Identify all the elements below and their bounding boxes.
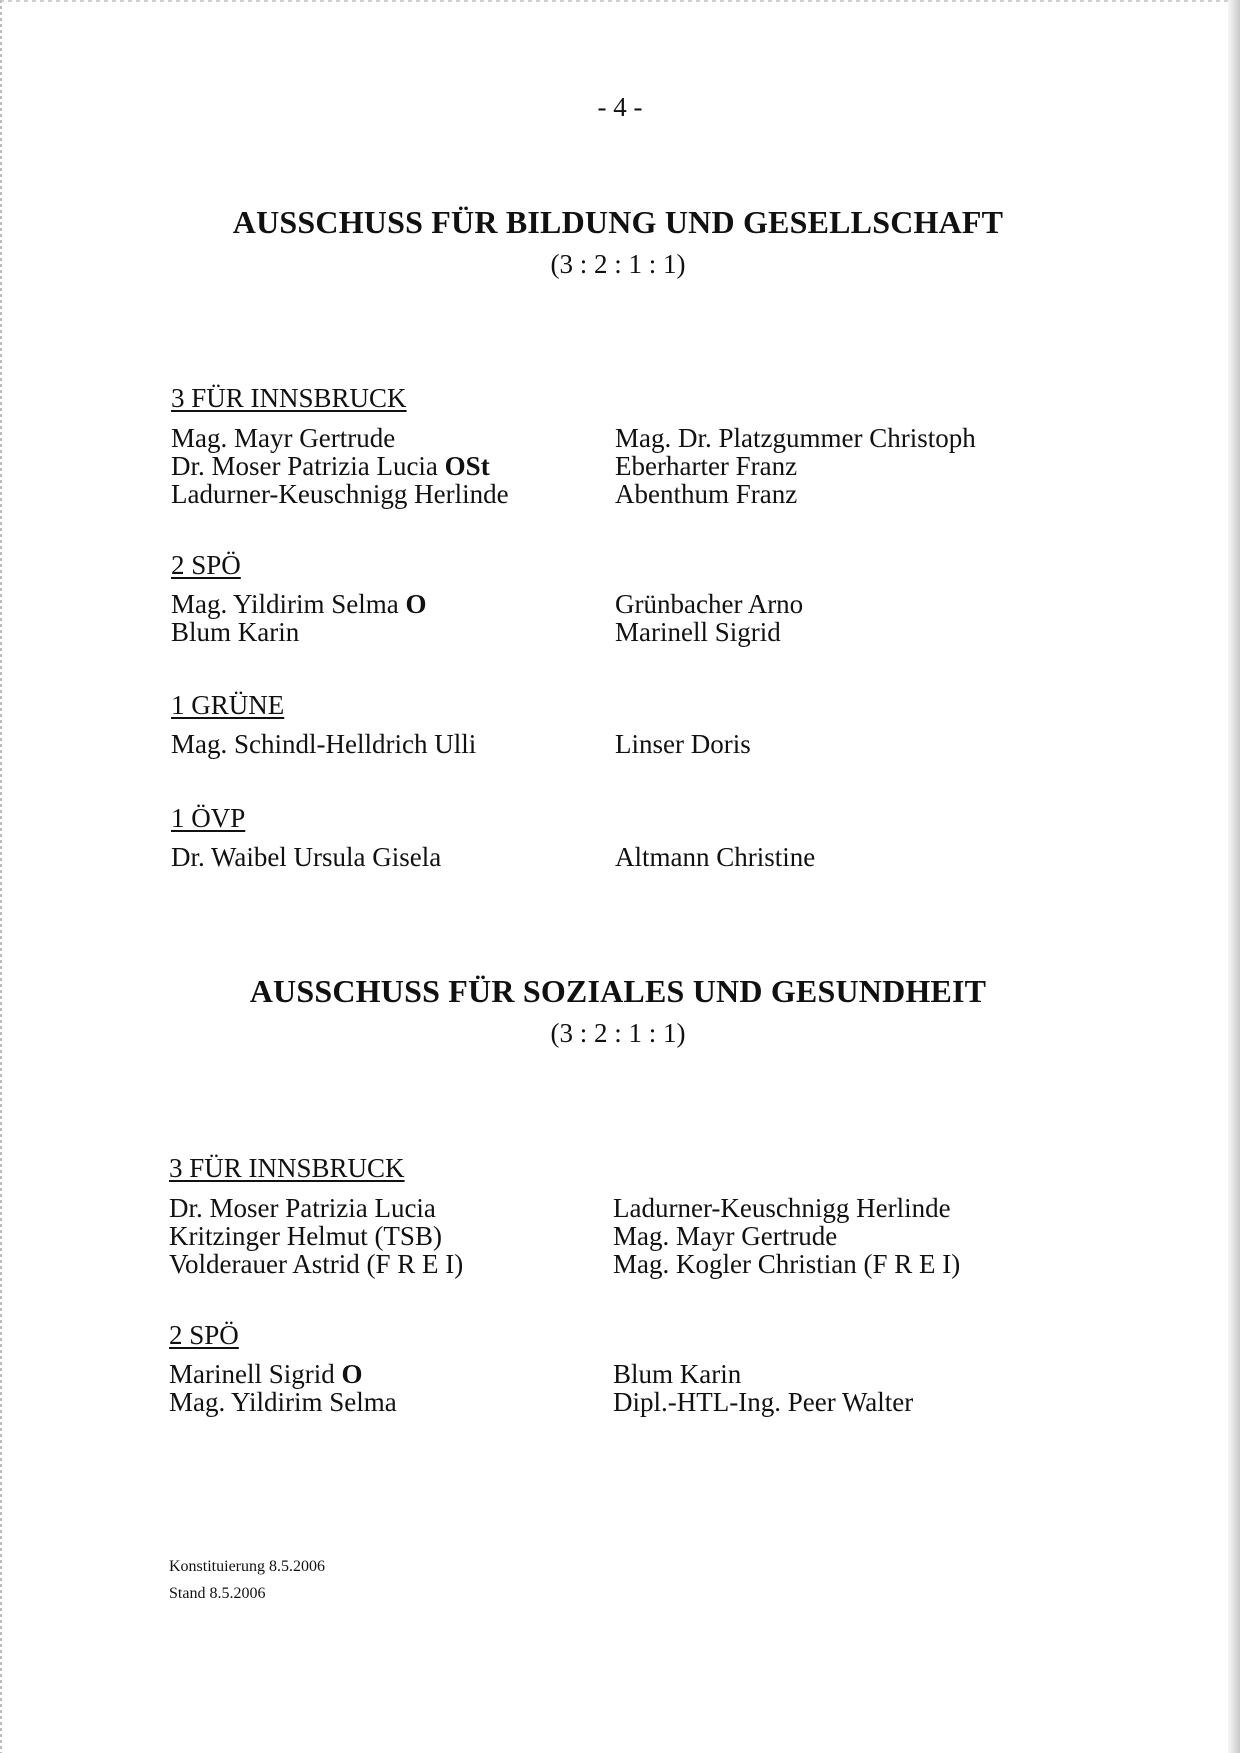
member-list	[171, 424, 509, 508]
party-heading: 2 SPÖ	[171, 550, 241, 580]
member-list	[171, 843, 441, 871]
substitute-name: Grünbacher Arno	[615, 589, 804, 619]
member-name: Kritzinger Helmut (TSB)	[169, 1221, 442, 1251]
member-name: Mag. Yildirim Selma	[169, 1387, 397, 1417]
member-list	[169, 1194, 463, 1278]
member-list	[171, 730, 476, 758]
substitute-name: Abenthum Franz	[615, 479, 798, 509]
substitute-name: Eberharter Franz	[615, 451, 798, 481]
substitute-name: Ladurner-Keuschnigg Herlinde	[613, 1193, 951, 1223]
footer-constitution-date: Konstituierung 8.5.2006	[169, 1558, 325, 1575]
member-name: Blum Karin	[171, 617, 300, 647]
substitute-name: Mag. Mayr Gertrude	[613, 1221, 838, 1251]
committee-title: AUSSCHUSS FÜR SOZIALES UND GESUNDHEIT	[249, 973, 987, 1009]
role-mark: OSt	[444, 451, 490, 481]
scan-edge-top	[0, 0, 1240, 2]
substitute-name: Mag. Kogler Christian (F R E I)	[613, 1249, 961, 1279]
member-name: Mag. Yildirim Selma O	[171, 589, 427, 619]
footer	[169, 1553, 325, 1607]
party-heading: 2 SPÖ	[169, 1320, 239, 1350]
footer-status-date: Stand 8.5.2006	[169, 1585, 266, 1602]
committee-ratio: (3 : 2 : 1 : 1)	[550, 249, 686, 279]
substitute-name: Blum Karin	[613, 1359, 742, 1389]
party-heading: 3 FÜR INNSBRUCK	[171, 383, 407, 413]
committee-title: AUSSCHUSS FÜR BILDUNG UND GESELLSCHAFT	[232, 204, 1004, 240]
substitute-name: Dipl.-HTL-Ing. Peer Walter	[613, 1387, 914, 1417]
party-heading: 3 FÜR INNSBRUCK	[169, 1153, 405, 1183]
role-mark: O	[405, 589, 427, 619]
substitute-list	[615, 590, 803, 646]
substitute-list	[615, 843, 815, 871]
member-name: Volderauer Astrid (F R E I)	[169, 1249, 464, 1279]
member-name: Marinell Sigrid O	[169, 1359, 363, 1389]
page-number: - 4 -	[597, 92, 643, 122]
member-name: Dr. Waibel Ursula Gisela	[171, 842, 442, 872]
committee-ratio: (3 : 2 : 1 : 1)	[550, 1018, 686, 1048]
substitute-list	[613, 1194, 960, 1278]
member-list	[169, 1360, 397, 1416]
member-list	[171, 590, 427, 646]
substitute-name: Altmann Christine	[615, 842, 816, 872]
substitute-list	[615, 730, 751, 758]
substitute-list	[613, 1360, 913, 1416]
party-heading: 1 GRÜNE	[171, 690, 285, 720]
role-mark: O	[341, 1359, 363, 1389]
member-name: Dr. Moser Patrizia Lucia OSt	[171, 451, 490, 481]
member-name: Dr. Moser Patrizia Lucia	[169, 1193, 436, 1223]
substitute-list	[615, 424, 976, 508]
party-heading: 1 ÖVP	[171, 803, 246, 833]
substitute-name: Mag. Dr. Platzgummer Christoph	[615, 423, 976, 453]
substitute-name: Linser Doris	[615, 729, 751, 759]
member-name: Mag. Schindl-Helldrich Ulli	[171, 729, 477, 759]
member-name: Mag. Mayr Gertrude	[171, 423, 396, 453]
member-name: Ladurner-Keuschnigg Herlinde	[171, 479, 509, 509]
substitute-name: Marinell Sigrid	[615, 617, 781, 647]
